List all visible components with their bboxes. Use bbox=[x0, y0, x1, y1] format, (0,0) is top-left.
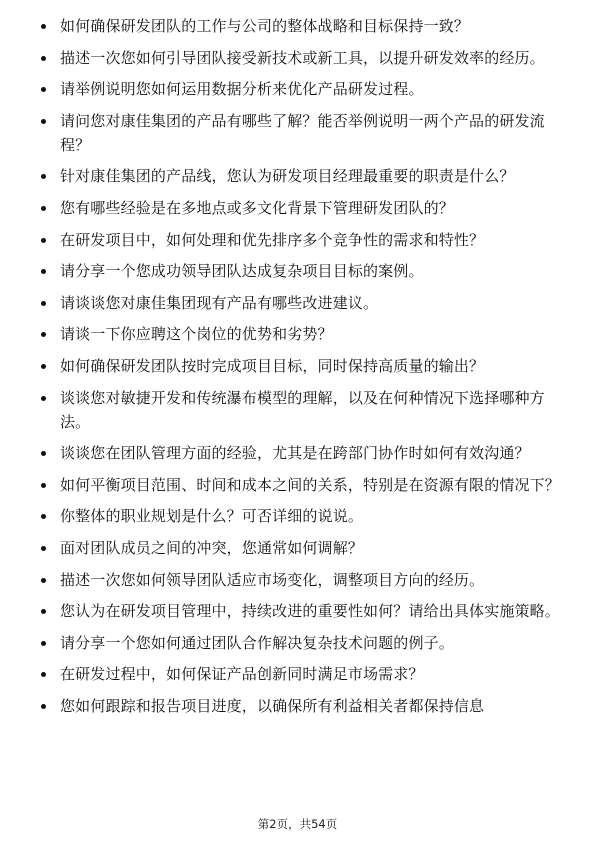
question-text: 请分享一个您成功领导团队达成复杂项目目标的案例。 bbox=[60, 262, 424, 281]
question-text: 谈谈您对敏捷开发和传统瀑布模型的理解，以及在何种情况下选择哪种方法。 bbox=[60, 388, 545, 431]
question-text: 针对康佳集团的产品线，您认为研发项目经理最重要的职责是什么？ bbox=[60, 167, 515, 186]
list-item bbox=[40, 504, 560, 528]
bullet-icon bbox=[41, 269, 46, 274]
page-number: 第2页，共54页 bbox=[257, 817, 338, 831]
bullet-icon bbox=[41, 56, 46, 61]
list-item bbox=[40, 441, 560, 465]
bullet-icon bbox=[41, 301, 46, 306]
bullet-icon bbox=[41, 332, 46, 337]
list-item bbox=[40, 662, 560, 686]
bullet-icon bbox=[41, 672, 46, 677]
bullet-icon bbox=[41, 514, 46, 519]
question-text: 请谈一下你应聘这个岗位的优势和劣势？ bbox=[60, 325, 333, 344]
question-text: 你整体的职业规划是什么？可否详细的说说。 bbox=[60, 507, 364, 526]
question-text: 您有哪些经验是在多地点或多文化背景下管理研发团队的？ bbox=[60, 198, 454, 217]
list-item bbox=[40, 354, 560, 378]
list-item bbox=[40, 196, 560, 220]
bullet-icon bbox=[41, 24, 46, 29]
list-item bbox=[40, 77, 560, 101]
bullet-icon bbox=[41, 546, 46, 551]
question-text: 请举例说明您如何运用数据分析来优化产品研发过程。 bbox=[60, 80, 424, 99]
list-item bbox=[40, 14, 560, 38]
list-item bbox=[40, 322, 560, 346]
bullet-icon bbox=[41, 119, 46, 124]
list-item bbox=[40, 164, 560, 188]
list-item bbox=[40, 386, 560, 434]
bullet-icon bbox=[41, 206, 46, 211]
bullet-icon bbox=[41, 87, 46, 92]
bullet-icon bbox=[41, 609, 46, 614]
list-item bbox=[40, 536, 560, 560]
question-text: 在研发过程中，如何保证产品创新同时满足市场需求？ bbox=[60, 665, 424, 684]
list-item bbox=[40, 46, 560, 70]
bullet-icon bbox=[41, 364, 46, 369]
question-text: 如何确保研发团队的工作与公司的整体战略和目标保持一致？ bbox=[60, 17, 470, 35]
question-text: 谈谈您在团队管理方面的经验，尤其是在跨部门协作时如何有效沟通？ bbox=[60, 444, 530, 463]
question-text: 描述一次您如何领导团队适应市场变化，调整项目方向的经历。 bbox=[60, 570, 485, 589]
question-text: 面对团队成员之间的冲突，您通常如何调解？ bbox=[60, 538, 364, 557]
bullet-icon bbox=[41, 578, 46, 583]
bullet-icon bbox=[41, 174, 46, 179]
question-text: 如何平衡项目范围、时间和成本之间的关系，特别是在资源有限的情况下？ bbox=[60, 475, 560, 494]
bullet-icon bbox=[41, 451, 46, 456]
question-text: 请问您对康佳集团的产品有哪些了解？能否举例说明一两个产品的研发流程？ bbox=[60, 111, 545, 154]
question-text: 描述一次您如何引导团队接受新技术或新工具，以提升研发效率的经历。 bbox=[60, 48, 545, 67]
list-item bbox=[40, 473, 560, 497]
question-text: 请谈谈您对康佳集团现有产品有哪些改进建议。 bbox=[60, 293, 379, 312]
list-item bbox=[40, 291, 560, 315]
question-text: 如何确保研发团队按时完成项目目标，同时保持高质量的输出？ bbox=[60, 356, 485, 375]
list-item bbox=[40, 631, 560, 655]
list-item bbox=[40, 109, 560, 157]
bullet-icon bbox=[41, 483, 46, 488]
question-text: 在研发项目中，如何处理和优先排序多个竞争性的需求和特性？ bbox=[60, 230, 485, 249]
question-text: 请分享一个您如何通过团队合作解决复杂技术问题的例子。 bbox=[60, 633, 454, 652]
list-item bbox=[40, 599, 560, 623]
list-item bbox=[40, 694, 560, 718]
bullet-icon bbox=[41, 238, 46, 243]
list-item bbox=[40, 568, 560, 592]
list-item bbox=[40, 228, 560, 252]
bullet-icon bbox=[41, 704, 46, 709]
question-text: 您认为在研发项目管理中，持续改进的重要性如何？请给出具体实施策略。 bbox=[60, 602, 560, 621]
bullet-icon bbox=[41, 641, 46, 646]
list-item bbox=[40, 259, 560, 283]
question-text: 您如何跟踪和报告项目进度，以确保所有利益相关者都保持信息 bbox=[60, 696, 485, 715]
question-list bbox=[40, 14, 560, 725]
bullet-icon bbox=[41, 396, 46, 401]
